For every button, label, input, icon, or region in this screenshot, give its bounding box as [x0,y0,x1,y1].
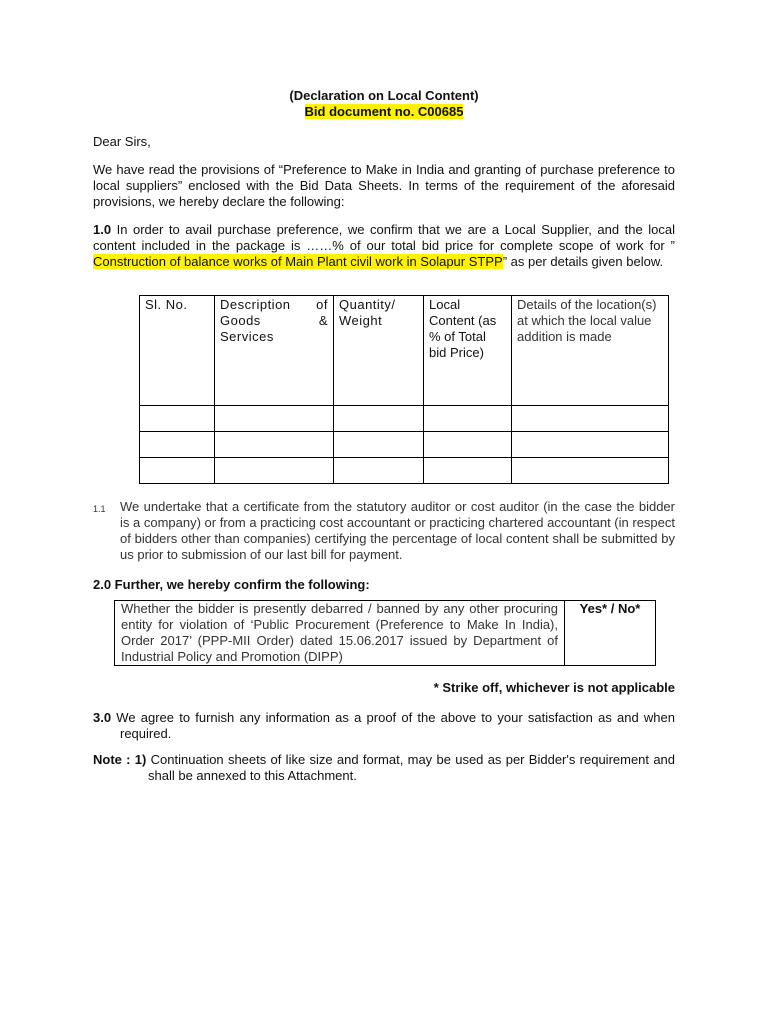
table-header-row [140,296,669,406]
table-cell[interactable] [424,406,512,432]
debarment-table [114,600,656,666]
header-description: Description of Goods & Services [215,296,334,406]
strike-off-footnote: * Strike off, whichever is not applicable [433,680,675,695]
salutation: Dear Sirs, [93,134,151,149]
table-cell[interactable] [215,432,334,458]
local-content-table [139,295,669,484]
bid-document-number-highlight: Bid document no. C00685 [304,104,464,119]
section-2-heading: 2.0 Further, we hereby confirm the following: [93,577,370,592]
table-row [140,432,669,458]
table-cell[interactable] [334,458,424,484]
intro-paragraph: We have read the provisions of “Preference to Make in India and granting of purchase preference to local suppliers” enclosed with the Bid Data Sheets. In terms of the requirement of the aforesaid provisions, we hereby declare the following: [93,162,675,209]
declaration-document [93,88,675,784]
section-1-highlight: Construction of balance works of Main Plant civil work in Solapur STPP [93,254,503,269]
note-paragraph [93,752,675,784]
note-text: Continuation sheets of like size and format, may be used as per Bidder's requirement and shall be annexed to this Attachment. [146,752,676,783]
table-cell[interactable] [140,458,215,484]
bid-document-number [93,104,675,120]
table-cell[interactable] [140,432,215,458]
header-quantity: Quantity/ Weight [334,296,424,406]
section-1-text-after: ” as per details given below. [502,254,664,269]
section-3-paragraph [93,710,675,742]
section-1-text: In order to avail purchase preference, we confirm that we are a Local Supplier, and the local content included in the package is ……% of our total bid price for complete scope of work for ” [93,222,675,253]
section-3-text: We agree to furnish any information as a proof of the above to your satisfaction as and when required. [111,710,675,741]
table-cell[interactable] [334,406,424,432]
table-row [115,601,656,666]
table-cell[interactable] [334,432,424,458]
header-local-content: Local Content (as % of Total bid Price) [424,296,512,406]
table-cell[interactable] [215,406,334,432]
section-1-paragraph [93,222,675,270]
header-location-details: Details of the location(s) at which the local value addition is made [512,296,669,406]
table-cell[interactable] [215,458,334,484]
section-1-1 [93,499,675,563]
table-cell[interactable] [424,432,512,458]
yes-no-answer[interactable]: Yes* / No* [565,601,656,666]
debarment-question: Whether the bidder is presently debarred / banned by any other procuring entity for violation of ‘Public Procurement (Preference to Make In India), Order 2017’ (PPP-MII Order) dated 15.06.2017 issued by Department of Industrial Policy and Promotion (DIPP) [115,601,565,666]
table-cell[interactable] [140,406,215,432]
section-1-1-text: We undertake that a certificate from the statutory auditor or cost auditor (in the case the bidder is a company) or from a practicing cost accountant or practicing chartered accountant (in respect of bidders other than companies) certifying the percentage of local content shall be submitted by us prior to submission of our last bill for payment. [120,499,675,562]
section-1-1-number: 1.1 [93,504,106,514]
table-row [140,406,669,432]
table-row [140,458,669,484]
section-1-number: 1.0 [93,222,112,237]
table-cell[interactable] [512,406,669,432]
document-title: (Declaration on Local Content) [289,88,479,103]
table-cell[interactable] [424,458,512,484]
header-sl-no: Sl. No. [140,296,215,406]
table-cell[interactable] [512,458,669,484]
table-cell[interactable] [512,432,669,458]
note-label: Note : 1) [93,752,147,767]
section-3-number: 3.0 [93,710,112,725]
